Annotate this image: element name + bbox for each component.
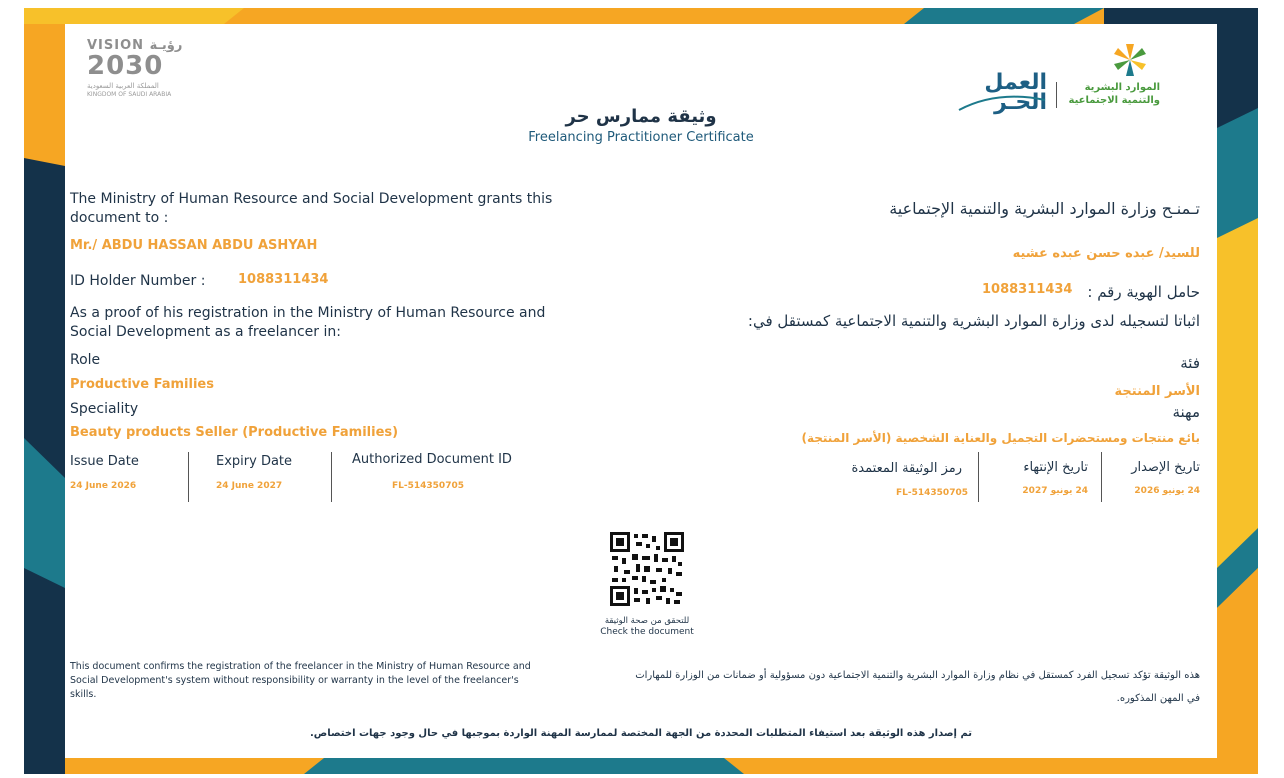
ar-speciality-value: بائع منتجات ومستحضرات التجميل والعناية الشخصية (الأسر المنتجة) [801,431,1200,445]
freelance-work-logo: العمل الحـر [957,72,1047,116]
qr-caption-english: Check the document [600,627,694,637]
qr-code[interactable] [610,532,684,606]
en-id-value: 1088311434 [238,272,329,287]
en-docid-label: Authorized Document ID [352,452,512,467]
title-arabic: وثيقة ممارس حر [565,106,717,127]
ar-id-value: 1088311434 [982,282,1073,297]
footer-note-english: This document confirms the registration of the freelancer in the Ministry of Human Resource and Social Development's system without responsibility or warranty in the level of the freelancer's skills. [70,661,531,700]
en-id-label: ID Holder Number : [70,273,206,289]
title-english: Freelancing Practitioner Certificate [528,130,754,145]
ar-proof-text: اثباتا لتسجيله لدى وزارة الموارد البشرية والتنمية الاجتماعية كمستقل في: [747,312,1200,330]
vision-2030-logo: VISION رؤيـة 2030 المملكة العربية السعودية KINGDOM OF SAUDI ARABIA [87,38,183,98]
ar-role-value: الأسر المنتجة [1114,384,1200,399]
ministry-logo: الموارد البشرية والتنمية الاجتماعية [1065,42,1160,112]
ar-issue-value: 24 يونيو 2026 [1134,486,1200,496]
ar-id-label: حامل الهوية رقم : [1087,283,1200,301]
ar-date-divider-1 [1101,452,1102,502]
en-role-value: Productive Families [70,377,214,392]
ar-holder-name: للسيد/ عبده حسن عبده عشيه [1012,246,1200,261]
ar-docid-value: FL-514350705 [896,488,968,498]
certificate-frame [24,8,1258,774]
ar-speciality-label: مهنة [1172,403,1200,421]
en-grants-text: The Ministry of Human Resource and Social Development grants this document to : [70,191,553,226]
ar-docid-label: رمز الوثيقة المعتمدة [851,461,962,476]
ar-expiry-value: 24 يونيو 2027 [1022,486,1088,496]
en-speciality-label: Speciality [70,401,139,417]
ar-issue-label: تاريخ الإصدار [1131,460,1200,475]
en-date-divider-2 [331,452,332,502]
en-docid-value: FL-514350705 [392,481,464,491]
en-issue-label: Issue Date [70,454,139,469]
ar-expiry-label: تاريخ الإنتهاء [1023,460,1088,475]
qr-caption-arabic: للتحقق من صحة الوثيقة [604,616,690,626]
footer-bottom-arabic: تم إصدار هذه الوثيقة بعد استيفاء المتطلبات المحددة من الجهة المختصة لممارسة المهنة الواردة بموجبها في حال وجود جهات اختصاص. [309,728,973,739]
en-expiry-label: Expiry Date [216,454,293,469]
ar-grants-text: تـمنـح وزارة الموارد البشرية والتنمية الإجتماعية [889,199,1200,218]
ar-date-divider-2 [978,452,979,502]
en-date-divider-1 [188,452,189,502]
palm-star-icon [1110,42,1150,78]
en-holder-name: Mr./ ABDU HASSAN ABDU ASHYAH [70,238,318,253]
en-expiry-value: 24 June 2027 [216,481,283,491]
en-speciality-value: Beauty products Seller (Productive Families) [70,425,399,440]
footer-note-arabic: هذه الوثيقة تؤكد تسجيل الفرد كمستقل في نظام وزارة الموارد البشرية والتنمية الاجتماعية دون مسؤولية أو ضمانات من الوزارة للمهارات في المهن المذكوره. [635,670,1200,704]
en-issue-value: 24 June 2026 [70,481,137,491]
ar-role-label: فئة [1180,354,1200,372]
logo-divider [1056,82,1057,108]
en-role-label: Role [70,352,101,368]
certificate-sheet [65,24,1217,758]
en-proof-text: As a proof of his registration in the Ministry of Human Resource and Social Development as a freelancer in: [70,305,546,340]
